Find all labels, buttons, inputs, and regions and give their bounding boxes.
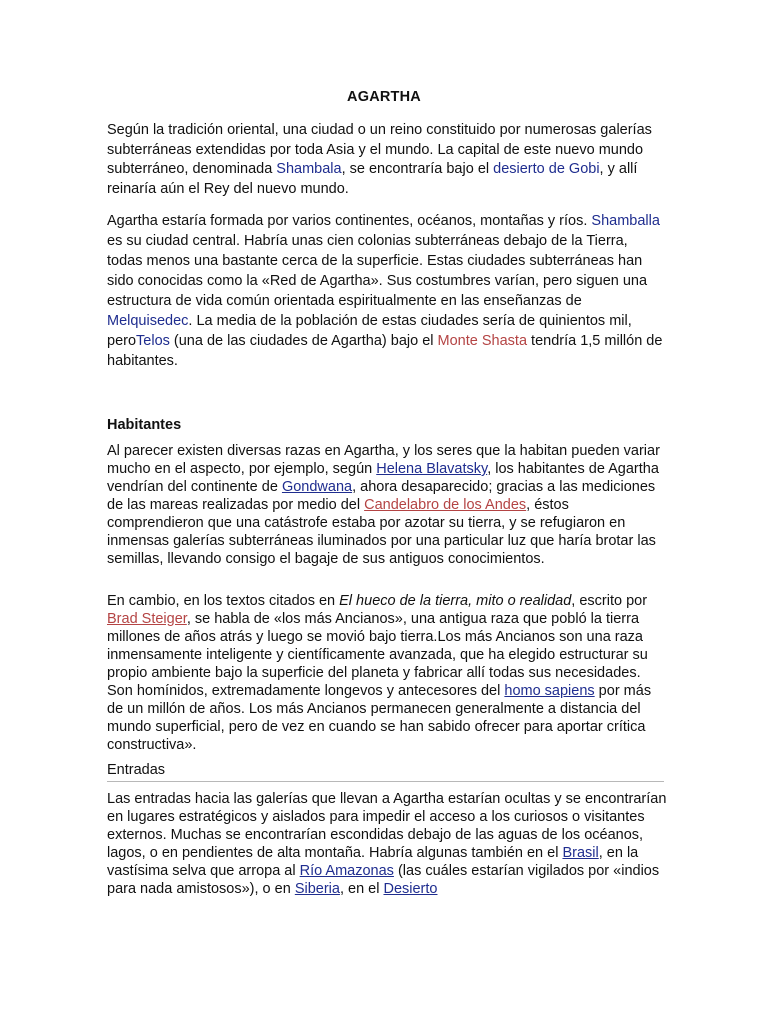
paragraph-ancianos	[107, 592, 667, 754]
text: . La media de la población de estas ciudades sería de quinientos mil, pero	[107, 313, 632, 349]
link-desierto[interactable]: Desierto	[383, 881, 438, 897]
text: , ahora desaparecido; gracias a las mediciones de las mareas realizadas por medio del	[107, 479, 656, 513]
book-title: El hueco de la tierra, mito o realidad	[339, 593, 572, 609]
paragraph-habitantes	[107, 442, 667, 568]
link-shamballa[interactable]: Shamballa	[591, 213, 660, 229]
link-brasil[interactable]: Brasil	[562, 845, 599, 861]
text: , éstos comprendieron que una catástrofe estaba por azotar su tierra, y se refugiaron en inmensas galerías subterráneas iluminados por una particular luz que haría brotar las semillas, llevando consigo el bagaje de sus antiguos conocimientos.	[107, 497, 656, 567]
text: Al parecer existen diversas razas en Agartha, y los seres que la habitan pueden variar mucho en el aspecto, por ejemplo, según	[107, 443, 660, 477]
link-desierto-gobi[interactable]: desierto de Gobi	[493, 161, 600, 178]
text: , escrito por	[571, 593, 648, 609]
link-rio-amazonas[interactable]: Río Amazonas	[299, 863, 394, 879]
link-homo-sapiens[interactable]: homo sapiens	[504, 683, 595, 699]
text: , en el	[339, 881, 384, 897]
link-monte-shasta[interactable]: Monte Shasta	[437, 333, 528, 349]
text: tendría 1,5 millón de habitantes.	[107, 333, 663, 369]
link-candelabro-andes[interactable]: Candelabro de los Andes	[364, 497, 527, 513]
link-gondwana[interactable]: Gondwana	[281, 479, 353, 495]
text: (las cuáles estarían vigilados por «indios para nada amistosos»), o en	[107, 863, 660, 897]
text: (una de las ciudades de Agartha) bajo el	[169, 333, 438, 349]
text: Según la tradición oriental, una ciudad o un reino constituido por numerosas galerías subterráneas extendidas por toda Asia y el mundo. La capital de este nuevo mundo subterráneo, denominada	[107, 122, 652, 178]
text: , y allí reinaría aún el Rey del nuevo mundo.	[107, 161, 638, 197]
link-brad-steiger[interactable]: Brad Steiger	[107, 611, 187, 627]
link-melquisedec[interactable]: Melquisedec	[107, 313, 189, 329]
text: es su ciudad central. Habría unas cien colonias subterráneas debajo de la Tierra, todas menos una bastante cerca de la superficie. Estas ciudades subterráneas han sido conocidas como la «Red de Agartha». Sus costumbres varían, pero siguen una estructura de vida común orientada espiritualmente en las enseñanzas de	[107, 233, 648, 309]
link-siberia[interactable]: Siberia	[294, 881, 340, 897]
text: por más de un millón de años. Los más Ancianos permanecen generalmente a distancia del mundo superficial, pero de vez en cuando se han sabido ofrecer para aportar crítica constructiva».	[107, 683, 652, 753]
text: En cambio, en los textos citados en	[107, 593, 340, 609]
heading-habitantes: Habitantes	[107, 417, 182, 433]
link-helena-blavatsky[interactable]: Helena Blavatsky	[376, 461, 488, 477]
heading-entradas: Entradas	[107, 762, 664, 782]
paragraph-intro	[107, 121, 667, 199]
text: , los habitantes de Agartha vendrían del continente de	[107, 461, 659, 495]
text: , en la vastísima selva que arropa al	[107, 845, 639, 879]
text: , se encontraría bajo el	[341, 161, 494, 178]
text: Las entradas hacia las galerías que llevan a Agartha estarían ocultas y se encontrarían en lugares estratégicos y aislados para impedir el acceso a los curiosos o visitantes externos. Muchas se encontrarían escondidas debajo de las aguas de los océanos, lagos, o en pendientes de alta montaña. Habría algunas también en el	[107, 791, 667, 861]
paragraph-entradas	[107, 790, 667, 898]
link-telos[interactable]: Telos	[136, 333, 170, 349]
link-shambala[interactable]: Shambala	[276, 161, 342, 178]
page-title: AGARTHA	[347, 89, 421, 105]
paragraph-agartha-structure	[107, 211, 667, 371]
text: Agartha estaría formada por varios continentes, océanos, montañas y ríos.	[107, 213, 592, 229]
text: , se habla de «los más Ancianos», una antigua raza que pobló la tierra millones de años atrás y luego se movió bajo tierra.Los más Ancianos son una raza inmensamente inteligente y científicamente avanzada, que ha elegido estructurar su propio ambiente bajo la superficie del planeta y fabricar allí todas sus necesidades. Son homínidos, extremadamente longevos y antecesores del	[107, 611, 648, 699]
